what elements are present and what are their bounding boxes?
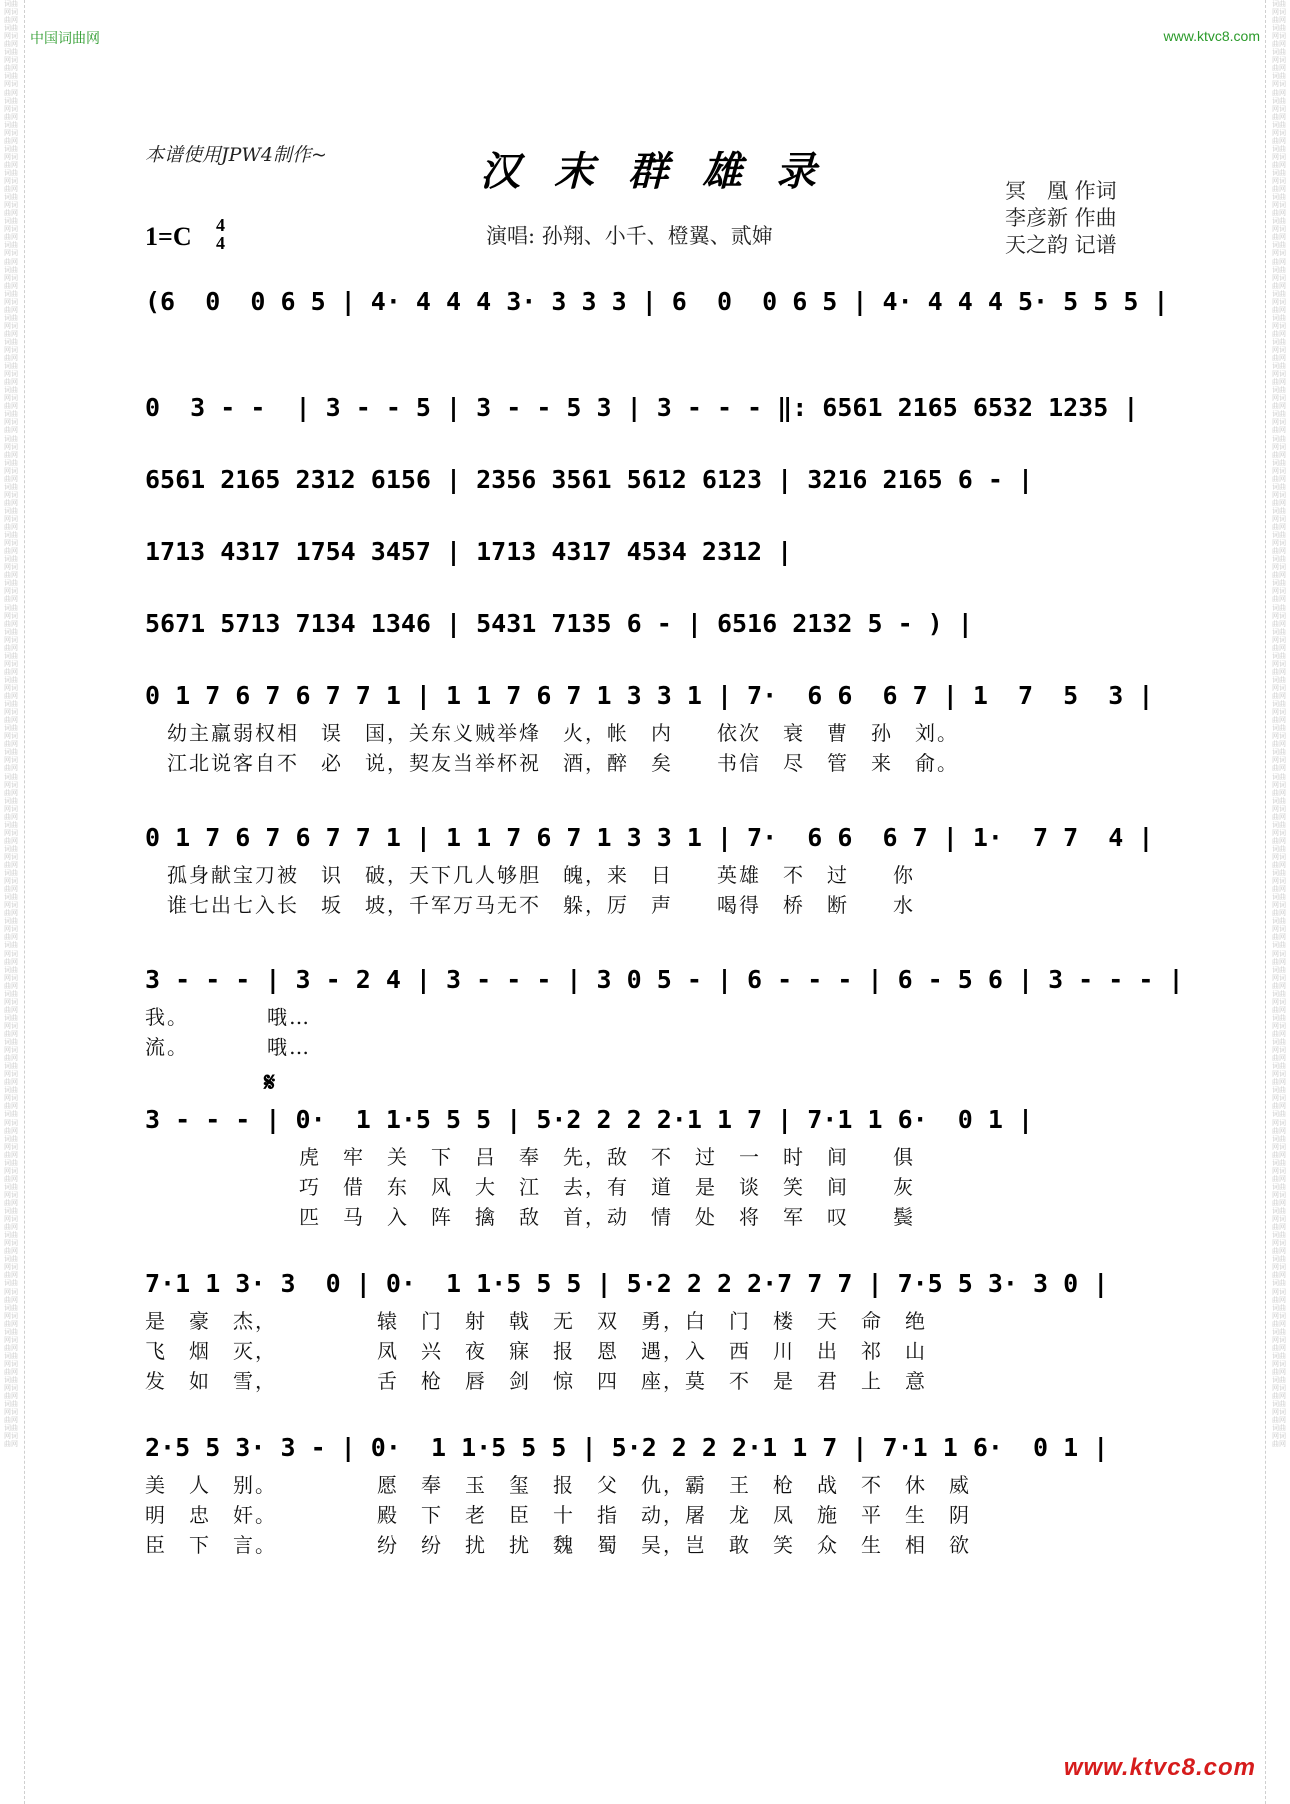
lyric-verse-3: 匹 马 入 阵 擒 敌 首，动 情 处 将 军 叹 鬓 [145,1205,915,1229]
transcriber-credit: 天之韵 记谱 [1005,233,1117,257]
composer-credit: 李彦新 作曲 [1005,206,1117,230]
watermark-text: 词曲网词曲网词曲网词曲网词曲网词曲网词曲网词曲网词曲网词曲网词曲网词曲网词曲网词曲网词曲网词曲网词曲网词曲网词曲网词曲网词曲网词曲网词曲网词曲网词曲网词曲网词曲网词曲网词曲网词曲网词曲网词曲网词曲网词曲网词曲网词曲网词曲网词曲网词曲网词曲网词曲网词曲网词曲网词曲网词曲网词曲网词曲网词曲网词曲网词曲网词曲网词曲网词曲网词曲网词曲网词曲网词曲网词曲网词曲网词曲网词曲网词曲网词曲网词曲网词曲网词曲网词曲网词曲网词曲网词曲网词曲网词曲网词曲网词曲网词曲网词曲网词曲网词曲网词曲网词曲网词曲网词曲网词曲网词曲网词曲网词曲网词曲网词曲网词曲网词曲网词曲网词曲网词曲网词曲网词曲网词曲网词曲网词曲网词曲网词曲网词曲网词曲网词曲网词曲网词曲网词曲网词曲网词曲网词曲网词曲网词曲网词曲网词曲网词曲网词曲网词曲网词曲网词曲网词曲网词曲网 [4,0,18,1449]
key-signature: 1=C [145,222,192,251]
lyric-verse-1: 美 人 别。 愿 奉 玉 玺 报 父 仇，霸 王 枪 战 不 休 威 [145,1473,971,1497]
notation-line: 0 1 7 6 7 6 7 7 1 | 1 1 7 6 7 1 3 3 1 | 7· 6 6 6 7 | 1· 7 7 4 | [145,823,1154,852]
notation-line: 3 - - - | 3 - 2 4 | 3 - - - | 3 0 5 - | 6 - - - | 6 - 5 6 | 3 - - - | [145,965,1184,994]
segno-sign: 𝄋 [264,1068,276,1098]
notation-line: 3 - - - | 0· 1 1·5 5 5 | 5·2 2 2 2·1 1 7 | 7·1 1 6· 0 1 | [145,1105,1034,1134]
lyricist-credit: 冥 凰 作词 [1005,179,1117,203]
right-watermark-strip [1272,0,1286,1804]
lyric-verse-2: 飞 烟 灭， 凤 兴 夜 寐 报 恩 遇，入 西 川 出 祁 山 [145,1339,927,1363]
site-url-top-right[interactable]: www.ktvc8.com [1163,28,1260,44]
lyric-verse-1: 孤身献宝刀被 识 破，天下几人够胆 魄，来 日 英雄 不 过 你 [145,863,915,887]
lyric-verse-1: 我。 哦… [145,1005,311,1029]
notation-line: 1713 4317 1754 3457 | 1713 4317 4534 2312 | [145,537,793,566]
right-margin-guide [1265,0,1266,1804]
time-signature [216,216,225,252]
performers-line: 演唱: 孙翔、小千、橙翼、贰婶 [486,224,773,248]
lyric-verse-1: 幼主羸弱权相 误 国，关东义贼举烽 火，帐 内 依次 衰 曹 孙 刘。 [145,721,959,745]
notation-line: 2·5 5 3· 3 - | 0· 1 1·5 5 5 | 5·2 2 2 2·1 1 7 | 7·1 1 6· 0 1 | [145,1433,1109,1462]
site-name-top-left[interactable]: 中国词曲网 [30,30,100,46]
watermark-text: 词曲网词曲网词曲网词曲网词曲网词曲网词曲网词曲网词曲网词曲网词曲网词曲网词曲网词曲网词曲网词曲网词曲网词曲网词曲网词曲网词曲网词曲网词曲网词曲网词曲网词曲网词曲网词曲网词曲网词曲网词曲网词曲网词曲网词曲网词曲网词曲网词曲网词曲网词曲网词曲网词曲网词曲网词曲网词曲网词曲网词曲网词曲网词曲网词曲网词曲网词曲网词曲网词曲网词曲网词曲网词曲网词曲网词曲网词曲网词曲网词曲网词曲网词曲网词曲网词曲网词曲网词曲网词曲网词曲网词曲网词曲网词曲网词曲网词曲网词曲网词曲网词曲网词曲网词曲网词曲网词曲网词曲网词曲网词曲网词曲网词曲网词曲网词曲网词曲网词曲网词曲网词曲网词曲网词曲网词曲网词曲网词曲网词曲网词曲网词曲网词曲网词曲网词曲网词曲网词曲网词曲网词曲网词曲网词曲网词曲网词曲网词曲网词曲网词曲网词曲网词曲网词曲网词曲网词曲网词曲网 [1272,0,1286,1449]
left-watermark-strip [4,0,18,1804]
lyric-verse-1: 虎 牢 关 下 吕 奉 先，敌 不 过 一 时 间 俱 [145,1145,915,1169]
lyric-verse-2: 巧 借 东 风 大 江 去，有 道 是 谈 笑 间 灰 [145,1175,915,1199]
lyric-verse-3: 臣 下 言。 纷 纷 扰 扰 魏 蜀 吴，岂 敢 笑 众 生 相 欲 [145,1533,971,1557]
notation-line: 5671 5713 7134 1346 | 5431 7135 6 - | 6516 2132 5 - ) | [145,609,973,638]
lyric-verse-3: 发 如 雪， 舌 枪 唇 剑 惊 四 座，莫 不 是 君 上 意 [145,1369,927,1393]
lyric-verse-2: 流。 哦… [145,1035,311,1059]
time-signature-bottom: 4 [216,233,225,253]
time-signature-top: 4 [216,215,225,235]
left-margin-guide [24,0,25,1804]
lyric-verse-2: 谁七出七入长 坂 坡，千军万马无不 躲，厉 声 喝得 桥 断 水 [145,893,915,917]
lyric-verse-2: 江北说客自不 必 说，契友当举杯祝 酒，醉 矣 书信 尽 管 来 俞。 [145,751,959,775]
notation-line: 0 1 7 6 7 6 7 7 1 | 1 1 7 6 7 1 3 3 1 | 7· 6 6 6 7 | 1 7 5 3 | [145,681,1154,710]
footer-site-logo[interactable]: www.ktvc8.com [1063,1754,1256,1781]
lyric-verse-2: 明 忠 奸。 殿 下 老 臣 十 指 动，屠 龙 凤 施 平 生 阴 [145,1503,971,1527]
notation-line: 7·1 1 3· 3 0 | 0· 1 1·5 5 5 | 5·2 2 2 2·7 7 7 | 7·5 5 3· 3 0 | [145,1269,1109,1298]
made-with-note: 本谱使用JPW4制作~ [145,144,327,166]
notation-line: 0 3 - - | 3 - - 5 | 3 - - 5 3 | 3 - - - ‖: 6561 2165 6532 1235 | [145,393,1139,422]
notation-line: 6561 2165 2312 6156 | 2356 3561 5612 6123 | 3216 2165 6 - | [145,465,1034,494]
song-title: 汉末群雄录 [480,148,850,195]
notation-line: (6 0 0 6 5 | 4· 4 4 4 3· 3 3 3 | 6 0 0 6 5 | 4· 4 4 4 5· 5 5 5 | [145,287,1169,316]
credits-block [1005,178,1117,259]
lyric-verse-1: 是 豪 杰， 辕 门 射 戟 无 双 勇，白 门 楼 天 命 绝 [145,1309,927,1333]
